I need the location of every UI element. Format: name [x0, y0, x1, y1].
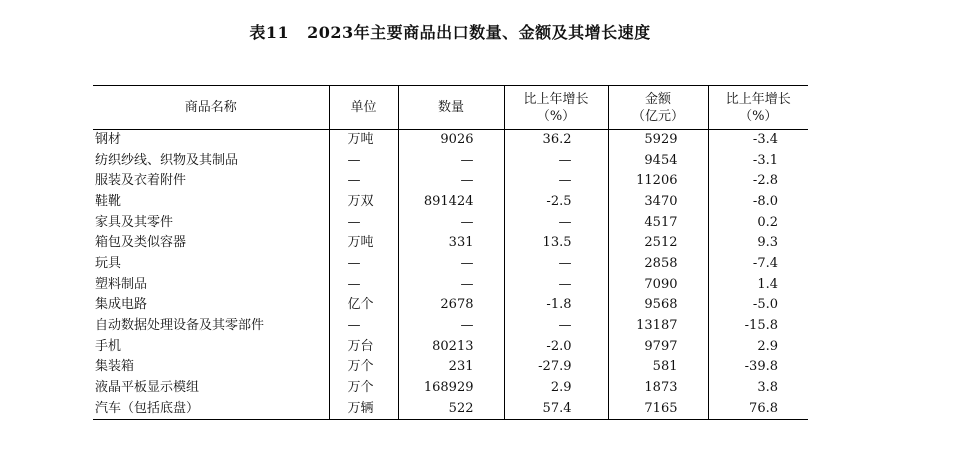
cell-quantity: 2678 — [398, 295, 504, 316]
cell-amount: 9454 — [608, 150, 708, 171]
cell-name: 汽车（包括底盘） — [93, 398, 329, 419]
cell-name: 玩具 — [95, 255, 122, 271]
cell-amount: 9568 — [608, 295, 708, 316]
header-amount — [608, 86, 708, 130]
table-body — [93, 130, 808, 420]
cell-quantity-growth: 57.4 — [504, 398, 608, 419]
cell-amount-growth: 0.2 — [708, 212, 808, 233]
cell-quantity-growth: — — [504, 316, 608, 337]
cell-name: 集成电路 — [95, 297, 148, 313]
table-row — [93, 357, 808, 378]
table-caption: 2023年主要商品出口数量、金额及其增长速度 — [307, 23, 651, 42]
table-row — [93, 233, 808, 254]
cell-amount: 7090 — [608, 274, 708, 295]
export-table — [93, 85, 808, 420]
cell-name: 集装箱 — [95, 359, 135, 375]
cell-name: 纺织纱线、织物及其制品 — [95, 152, 239, 168]
cell-amount-growth: -5.0 — [708, 295, 808, 316]
cell-unit: 万个 — [329, 357, 398, 378]
cell-quantity: 9026 — [398, 130, 504, 151]
cell-quantity: — — [398, 316, 504, 337]
cell-quantity-growth: -27.9 — [504, 357, 608, 378]
cell-amount: 5929 — [608, 130, 708, 151]
table-row — [93, 316, 808, 337]
cell-name: 服装及衣着附件 — [95, 173, 187, 189]
cell-quantity-growth: — — [504, 150, 608, 171]
table-row — [93, 274, 808, 295]
table-row — [93, 295, 808, 316]
cell-name: 自动数据处理设备及其零部件 — [95, 318, 265, 334]
table-row — [93, 150, 808, 171]
cell-unit: 万双 — [329, 192, 398, 213]
cell-amount: 3470 — [608, 192, 708, 213]
cell-name: 家具及其零件 — [95, 214, 174, 230]
table-row — [93, 398, 808, 419]
cell-name: 手机 — [95, 338, 122, 354]
cell-quantity: 80213 — [398, 336, 504, 357]
table-row — [93, 336, 808, 357]
header-quantity-growth-line: （%） — [536, 108, 576, 124]
cell-quantity-growth: 13.5 — [504, 233, 608, 254]
cell-amount-growth: -39.8 — [708, 357, 808, 378]
cell-quantity: 331 — [398, 233, 504, 254]
cell-unit: — — [329, 212, 398, 233]
cell-quantity: 231 — [398, 357, 504, 378]
cell-quantity-growth: -1.8 — [504, 295, 608, 316]
table-title — [0, 20, 900, 43]
cell-unit: 万吨 — [329, 233, 398, 254]
cell-quantity-growth: -2.5 — [504, 192, 608, 213]
cell-quantity-growth: -2.0 — [504, 336, 608, 357]
cell-name: 钢材 — [95, 132, 122, 148]
header-quantity-line: 数量 — [437, 100, 464, 115]
cell-amount-growth: -15.8 — [708, 316, 808, 337]
cell-quantity: — — [398, 254, 504, 275]
cell-unit: — — [329, 171, 398, 192]
cell-amount: 4517 — [608, 212, 708, 233]
cell-quantity: — — [398, 171, 504, 192]
header-name — [93, 86, 329, 130]
cell-quantity-growth: — — [504, 171, 608, 192]
cell-amount: 1873 — [608, 378, 708, 399]
cell-quantity: — — [398, 212, 504, 233]
cell-amount-growth: 9.3 — [708, 233, 808, 254]
cell-name: 箱包及类似容器 — [95, 235, 187, 251]
header-amount-line: （亿元） — [631, 108, 684, 124]
cell-quantity: 168929 — [398, 378, 504, 399]
cell-amount-growth: -3.4 — [708, 130, 808, 151]
header-unit-line: 单位 — [350, 100, 377, 115]
header-unit — [329, 86, 398, 130]
header-amount-growth-line: 比上年增长 — [725, 91, 791, 107]
cell-amount-growth: -7.4 — [708, 254, 808, 275]
cell-amount: 581 — [608, 357, 708, 378]
cell-quantity-growth: 36.2 — [504, 130, 608, 151]
cell-unit: 万台 — [329, 336, 398, 357]
cell-amount-growth: -2.8 — [708, 171, 808, 192]
header-name-line: 商品名称 — [184, 100, 237, 115]
cell-amount: 2858 — [608, 254, 708, 275]
cell-unit: — — [329, 274, 398, 295]
cell-name: 塑料制品 — [95, 276, 148, 292]
cell-amount-growth: -8.0 — [708, 192, 808, 213]
header-amount-growth — [708, 86, 808, 130]
cell-unit: — — [329, 150, 398, 171]
cell-amount: 9797 — [608, 336, 708, 357]
cell-unit: 万吨 — [329, 130, 398, 151]
cell-quantity: 522 — [398, 398, 504, 419]
cell-amount-growth: 76.8 — [708, 398, 808, 419]
table-row — [93, 171, 808, 192]
cell-unit: — — [329, 254, 398, 275]
cell-quantity-growth: — — [504, 274, 608, 295]
header-amount-growth-line: （%） — [739, 108, 778, 124]
cell-amount: 11206 — [608, 171, 708, 192]
table-row — [93, 378, 808, 399]
cell-quantity: 891424 — [398, 192, 504, 213]
cell-quantity-growth: — — [504, 254, 608, 275]
table-row — [93, 212, 808, 233]
cell-amount-growth: -3.1 — [708, 150, 808, 171]
cell-quantity: — — [398, 274, 504, 295]
cell-unit: 亿个 — [329, 295, 398, 316]
cell-quantity-growth: 2.9 — [504, 378, 608, 399]
cell-amount: 13187 — [608, 316, 708, 337]
cell-amount-growth: 3.8 — [708, 378, 808, 399]
header-quantity-growth — [504, 86, 608, 130]
cell-quantity: — — [398, 150, 504, 171]
header-row — [93, 86, 808, 130]
cell-unit: 万辆 — [329, 398, 398, 419]
table-row — [93, 254, 808, 275]
header-quantity — [398, 86, 504, 130]
cell-amount-growth: 1.4 — [708, 274, 808, 295]
header-quantity-growth-line: 比上年增长 — [523, 91, 589, 107]
cell-name: 鞋靴 — [95, 193, 122, 209]
cell-amount-growth: 2.9 — [708, 336, 808, 357]
table-row — [93, 192, 808, 213]
cell-name: 液晶平板显示模组 — [95, 380, 200, 396]
cell-unit: — — [329, 316, 398, 337]
cell-unit: 万个 — [329, 378, 398, 399]
cell-amount: 2512 — [608, 233, 708, 254]
cell-amount: 7165 — [608, 398, 708, 419]
table-row — [93, 130, 808, 151]
table-number: 表11 — [249, 23, 290, 42]
table-header — [93, 86, 808, 130]
header-amount-line: 金额 — [644, 91, 671, 107]
cell-quantity-growth: — — [504, 212, 608, 233]
